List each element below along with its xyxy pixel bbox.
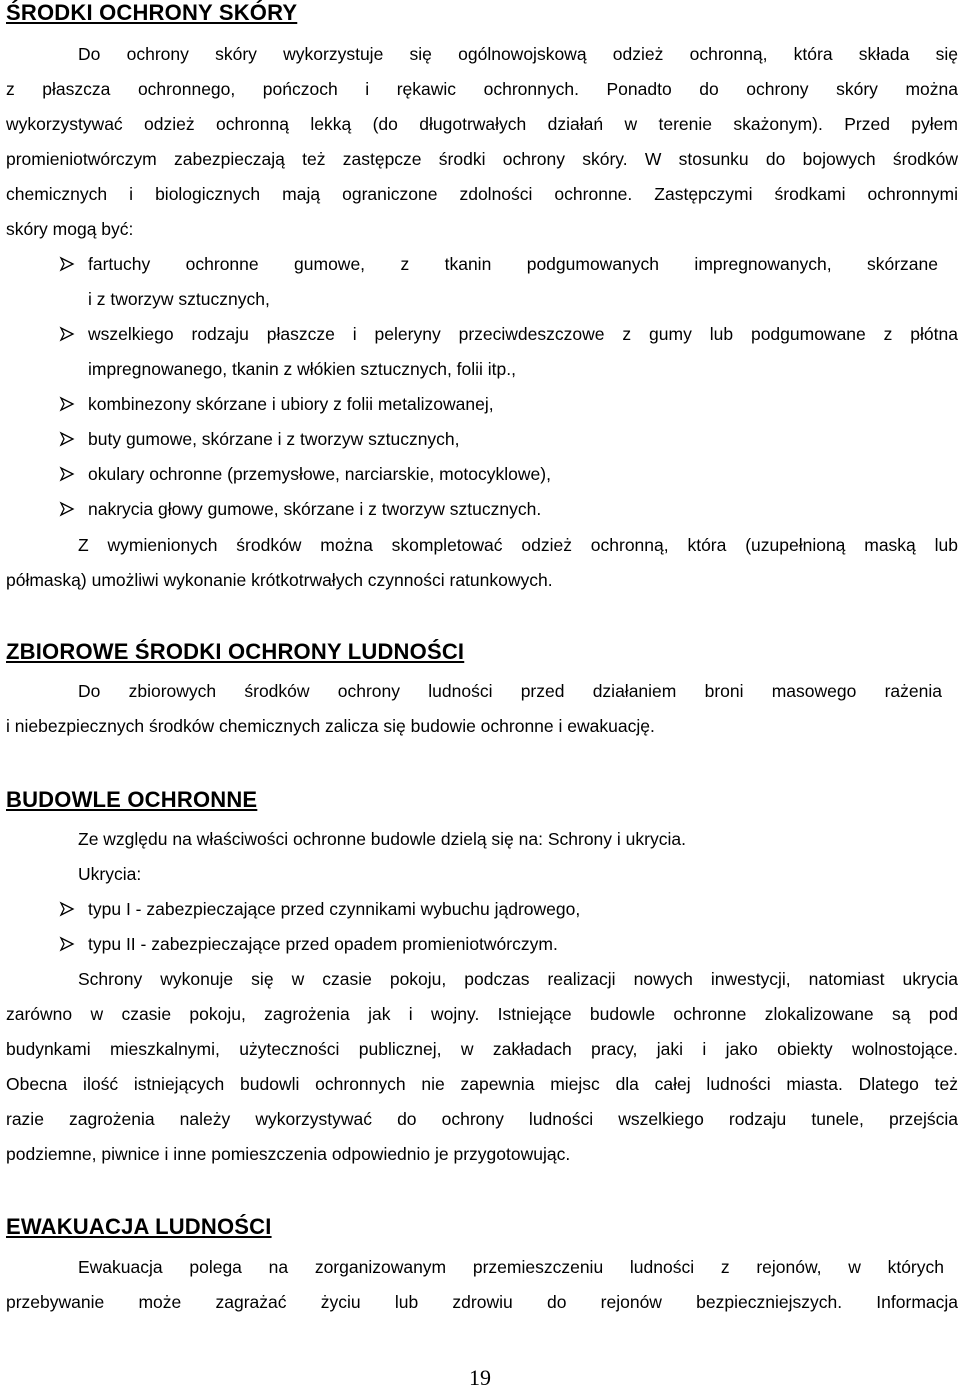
arrowhead-bullet-icon — [58, 394, 76, 414]
paragraph-line: Obecna ilość istniejących budowli ochronnych nie zapewnia miejsc dla całej ludności miasta. Dlatego też — [6, 1074, 958, 1094]
paragraph-line: przebywanie może zagrażać życiu lub zdrowiu do rejonów bezpieczniejszych. Informacja — [6, 1292, 958, 1312]
paragraph-line: Do zbiorowych środków ochrony ludności przed działaniem broni masowego rażenia — [78, 681, 942, 701]
paragraph-line: Ukrycia: — [78, 864, 142, 884]
paragraph-line: skóry mogą być: — [6, 219, 134, 239]
list-item: buty gumowe, skórzane i z tworzyw sztucznych, — [88, 429, 460, 449]
list-item-continuation: impregnowanego, tkanin z włókien sztucznych, folii itp., — [88, 359, 516, 379]
paragraph-line: i niebezpiecznych środków chemicznych zalicza się budowie ochronne i ewakuację. — [6, 716, 655, 736]
list-item: typu I - zabezpieczające przed czynnikami wybuchu jądrowego, — [88, 899, 581, 919]
arrowhead-bullet-icon — [58, 324, 76, 344]
arrowhead-bullet-icon — [58, 899, 76, 919]
heading-ewakuacja-ludnosci: EWAKUACJA LUDNOŚCI — [6, 1214, 272, 1239]
arrowhead-bullet-icon — [58, 499, 76, 519]
list-item: fartuchy ochronne gumowe, z tkanin podgumowanych impregnowanych, skórzane — [88, 254, 938, 274]
list-item: nakrycia głowy gumowe, skórzane i z tworzyw sztucznych. — [88, 499, 542, 519]
paragraph-line: Do ochrony skóry wykorzystuje się ogólnowojskową odzież ochronną, która składa się — [78, 44, 958, 64]
page-number: 19 — [469, 1365, 491, 1390]
list-item: typu II - zabezpieczające przed opadem promieniotwórczym. — [88, 934, 558, 954]
paragraph-line: zarówno w czasie pokoju, zagrożenia jak i wojny. Istniejące budowle ochronne zlokalizowane są pod — [6, 1004, 958, 1024]
heading-zbiorowe-srodki-ochrony: ZBIOROWE ŚRODKI OCHRONY LUDNOŚCI — [6, 639, 465, 664]
list-item: kombinezony skórzane i ubiory z folii metalizowanej, — [88, 394, 494, 414]
arrowhead-bullet-icon — [58, 254, 76, 274]
list-item: okulary ochronne (przemysłowe, narciarskie, motocyklowe), — [88, 464, 551, 484]
list-item: wszelkiego rodzaju płaszcze i peleryny przeciwdeszczowe z gumy lub podgumowane z płótna — [88, 324, 958, 344]
paragraph-line: Z wymienionych środków można skompletować odzież ochronną, która (uzupełnioną maską lub — [78, 535, 958, 555]
arrowhead-bullet-icon — [58, 464, 76, 484]
paragraph-line: budynkami mieszkalnymi, użyteczności publicznej, w zakładach pracy, jaki i jako obiekty wolnostojące. — [6, 1039, 958, 1059]
paragraph-line: razie zagrożenia należy wykorzystywać do ochrony ludności wszelkiego rodzaju tunele, przejścia — [6, 1109, 958, 1129]
paragraph-line: Schrony wykonuje się w czasie pokoju, podczas realizacji nowych inwestycji, natomiast ukrycia — [78, 969, 958, 989]
paragraph-line: chemicznych i biologicznych mają ograniczone zdolności ochronne. Zastępczymi środkami ochronnymi — [6, 184, 958, 204]
heading-srodki-ochrony-skory: ŚRODKI OCHRONY SKÓRY — [6, 0, 298, 25]
paragraph-line: wykorzystywać odzież ochronną lekką (do długotrwałych działań w terenie skażonym). Przed pyłem — [6, 114, 958, 134]
heading-budowle-ochronne: BUDOWLE OCHRONNE — [6, 787, 258, 812]
paragraph-line: z płaszcza ochronnego, pończoch i rękawic ochronnych. Ponadto do ochrony skóry można — [6, 79, 958, 99]
arrowhead-bullet-icon — [58, 429, 76, 449]
list-item-continuation: i z tworzyw sztucznych, — [88, 289, 270, 309]
paragraph-line: podziemne, piwnice i inne pomieszczenia odpowiednio je przygotowując. — [6, 1144, 571, 1164]
paragraph-line: Ze względu na właściwości ochronne budowle dzielą się na: Schrony i ukrycia. — [78, 829, 686, 849]
arrowhead-bullet-icon — [58, 934, 76, 954]
paragraph-line: promieniotwórczym zabezpieczają też zastępcze środki ochrony skóry. W stosunku do bojowych środków — [6, 149, 958, 169]
paragraph-line: półmaską) umożliwi wykonanie krótkotrwałych czynności ratunkowych. — [6, 570, 553, 590]
paragraph-line: Ewakuacja polega na zorganizowanym przemieszczeniu ludności z rejonów, w których — [78, 1257, 944, 1277]
